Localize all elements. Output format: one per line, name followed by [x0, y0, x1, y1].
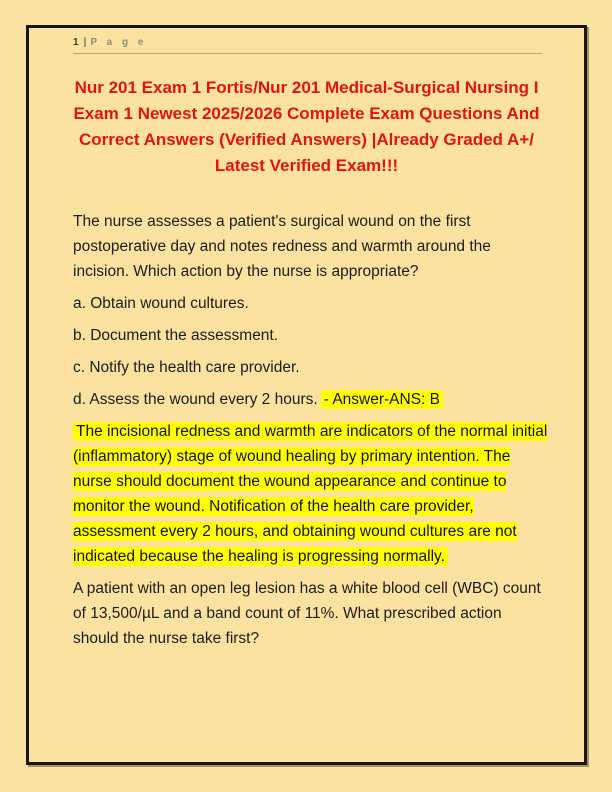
page-header-separator: |: [83, 37, 88, 48]
question-2-text: A patient with an open leg lesion has a white blood cell (WBC) count of 13,500/µL and a band count of 11%. What prescribed action should the nurse take first?: [73, 580, 541, 647]
question-1-option-c: c. Notify the health care provider.: [73, 359, 300, 376]
document-page-border: [26, 25, 587, 765]
rationale-highlight: The incisional redness and warmth are indicators of the normal initial (inflammatory) stage of wound healing by primary intention. The nurse should document the wound appearance and continue to monitor the wound. Notification of the health care provider, assessment every 2 hours, and obtaining wound cultures are not indicated because the healing is progressing normally.: [73, 423, 548, 565]
document-title: Nur 201 Exam 1 Fortis/Nur 201 Medical-Surgical Nursing I Exam 1 Newest 2025/2026 Complete Exam Questions And Correct Answers (Verified Answers) |Already Graded A+/ Latest Verified Exam!!!: [73, 78, 540, 175]
question-1-option-b: b. Document the assessment.: [73, 327, 279, 344]
question-1-option-d-text: d. Assess the wound every 2 hours.: [73, 391, 318, 408]
answer-highlight: - Answer-ANS: B: [321, 390, 443, 409]
page-number: 1: [73, 37, 80, 48]
question-1-option-d: [73, 387, 549, 412]
page-header-label: P a g e: [90, 37, 147, 48]
question-1-text: The nurse assesses a patient's surgical wound on the first postoperative day and notes redness and warmth around the incision. Which action by the nurse is appropriate?: [73, 213, 491, 280]
question-1-rationale: [73, 419, 549, 569]
page-header: [73, 37, 542, 54]
document-body: [73, 209, 549, 651]
question-1-option-a: a. Obtain wound cultures.: [73, 295, 249, 312]
